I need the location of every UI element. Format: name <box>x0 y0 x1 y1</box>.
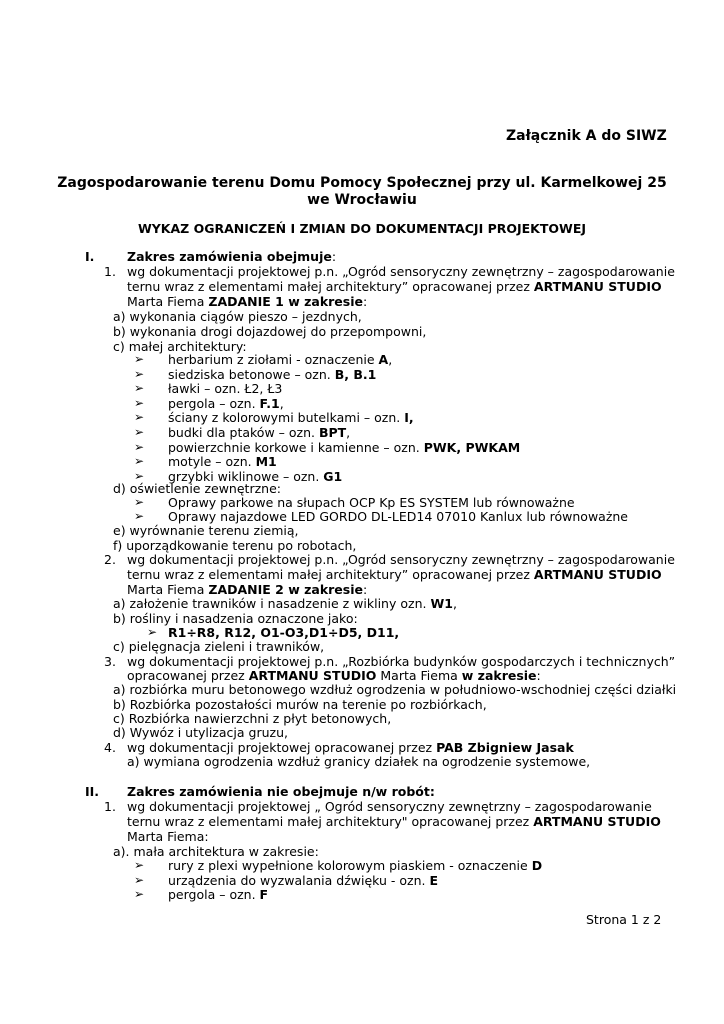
item2-c: c) pielęgnacja zieleni i trawników, <box>113 639 325 654</box>
item4-line1: wg dokumentacji projektowej opracowanej przez PAB Zbigniew Jasak <box>127 740 574 755</box>
arrow-bullet-icon: ➢ <box>134 381 145 396</box>
list-item: herbarium z ziołami - oznaczenie A, <box>168 352 393 367</box>
section1-heading: Zakres zamówienia obejmuje: <box>127 249 337 264</box>
item1-b: b) wykonania drogi dojazdowej do przepompowni, <box>113 324 427 339</box>
item3-a: a) rozbiórka muru betonowego wzdłuż ogrodzenia w południowo-wschodniej części działki <box>113 682 677 697</box>
arrow-bullet-icon: ➢ <box>134 410 145 425</box>
item2-a: a) założenie trawników i nasadzenie z wikliny ozn. W1, <box>113 596 457 611</box>
item2-b-plants: R1÷R8, R12, O1-O3,D1÷D5, D11, <box>168 625 400 640</box>
item1-number: 1. <box>104 264 116 279</box>
list-item: powierzchnie korkowe i kamienne – ozn. PWK, PWKAM <box>168 439 521 455</box>
item1-d: d) oświetlenie zewnętrzne: <box>113 481 281 496</box>
arrow-bullet-icon: ➢ <box>134 454 145 469</box>
list-item: ściany z kolorowymi butelkami – ozn. I, <box>168 410 414 426</box>
list-item: pergola – ozn. F.1, <box>168 395 284 411</box>
item3-c: c) Rozbiórka nawierzchni z płyt betonowych, <box>113 711 392 726</box>
list-item: budki dla ptaków – ozn. BPT, <box>168 425 351 440</box>
item4-a: a) wymiana ogrodzenia wzdłuż granicy działek na ogrodzenie systemowe, <box>127 754 591 769</box>
document-title-line2: we Wrocławiu <box>307 192 417 208</box>
section2-heading: Zakres zamówienia nie obejmuje n/w robót: <box>127 784 435 799</box>
arrow-bullet-icon: ➢ <box>134 468 145 483</box>
list-item: rury z plexi wypełnione kolorowym piaskiem - oznaczenie D <box>168 858 543 873</box>
item2-line3: Marta Fiema ZADANIE 2 w zakresie: <box>127 582 368 597</box>
item3-d: d) Wywóz i utylizacja gruzu, <box>113 725 288 740</box>
section1-number: I. <box>85 249 95 264</box>
list-item: motyle – ozn. M1 <box>168 454 277 470</box>
arrow-bullet-icon: ➢ <box>134 495 145 509</box>
s2-item1-line1: wg dokumentacji projektowej „ Ogród sensoryczny zewnętrzny – zagospodarowanie <box>127 799 652 814</box>
list-item: urządzenia do wyzwalania dźwięku - ozn. E <box>168 872 439 888</box>
document-title-line1: Zagospodarowanie terenu Domu Pomocy Społecznej przy ul. Karmelkowej 25 <box>57 175 667 191</box>
item2-number: 2. <box>104 552 116 567</box>
arrow-bullet-icon: ➢ <box>134 352 145 366</box>
item3-line1: wg dokumentacji projektowej p.n. „Rozbiórka budynków gospodarczych i technicznych” <box>127 654 676 669</box>
arrow-bullet-icon: ➢ <box>134 509 145 523</box>
item1-line2: ternu wraz z elementami małej architektury” opracowanej przez ARTMANU STUDIO <box>127 279 662 294</box>
arrow-bullet-icon: ➢ <box>134 439 145 454</box>
list-item: pergola – ozn. F <box>168 887 269 902</box>
arrow-bullet-icon: ➢ <box>134 872 145 887</box>
list-item: Oprawy najazdowe LED GORDO DL-LED14 07010 Kanlux lub równoważne <box>168 509 628 524</box>
item2-line1: wg dokumentacji projektowej p.n. „Ogród sensoryczny zewnętrzny – zagospodarowanie <box>127 552 675 567</box>
section2-number: II. <box>85 784 100 799</box>
attachment-label: Załącznik A do SIWZ <box>506 128 667 144</box>
item1-a: a) wykonania ciągów pieszo – jezdnych, <box>113 309 362 324</box>
item2-b: b) rośliny i nasadzenia oznaczone jako: <box>113 611 358 626</box>
list-item: grzybki wiklinowe – ozn. G1 <box>168 468 343 484</box>
list-item: Oprawy parkowe na słupach OCP Kp ES SYSTEM lub równoważne <box>168 495 575 510</box>
list-item: siedziska betonowe – ozn. B, B.1 <box>168 366 377 382</box>
item3-number: 3. <box>104 654 116 669</box>
s2-item1-line3: Marta Fiema: <box>127 829 209 844</box>
arrow-bullet-icon: ➢ <box>147 625 158 639</box>
page-number: Strona 1 z 2 <box>586 912 662 927</box>
item4-number: 4. <box>104 740 116 755</box>
item1-e: e) wyrównanie terenu ziemią, <box>113 523 299 538</box>
s2-item1-number: 1. <box>104 799 116 814</box>
s2-item1-line2: ternu wraz z elementami małej architektury" opracowanej przez ARTMANU STUDIO <box>127 814 661 829</box>
item1-line1: wg dokumentacji projektowej p.n. „Ogród sensoryczny zewnętrzny – zagospodarowanie <box>127 264 675 279</box>
arrow-bullet-icon: ➢ <box>134 887 145 901</box>
item3-b: b) Rozbiórka pozostałości murów na terenie po rozbiórkach, <box>113 697 487 712</box>
item1-line3: Marta Fiema ZADANIE 1 w zakresie: <box>127 294 368 309</box>
s2-item1-a: a). mała architektura w zakresie: <box>113 844 319 859</box>
list-item: ławki – ozn. Ł2, Ł3 <box>168 381 283 397</box>
arrow-bullet-icon: ➢ <box>134 425 145 439</box>
item1-f: f) uporządkowanie terenu po robotach, <box>113 538 357 553</box>
arrow-bullet-icon: ➢ <box>134 858 145 872</box>
document-subtitle: WYKAZ OGRANICZEŃ I ZMIAN DO DOKUMENTACJI PROJEKTOWEJ <box>137 221 587 236</box>
item2-line2: ternu wraz z elementami małej architektury” opracowanej przez ARTMANU STUDIO <box>127 567 662 582</box>
item3-line2: opracowanej przez ARTMANU STUDIO Marta Fiema w zakresie: <box>127 668 541 683</box>
arrow-bullet-icon: ➢ <box>134 395 145 410</box>
arrow-bullet-icon: ➢ <box>134 366 145 381</box>
item1-c: c) małej architektury: <box>113 339 247 354</box>
